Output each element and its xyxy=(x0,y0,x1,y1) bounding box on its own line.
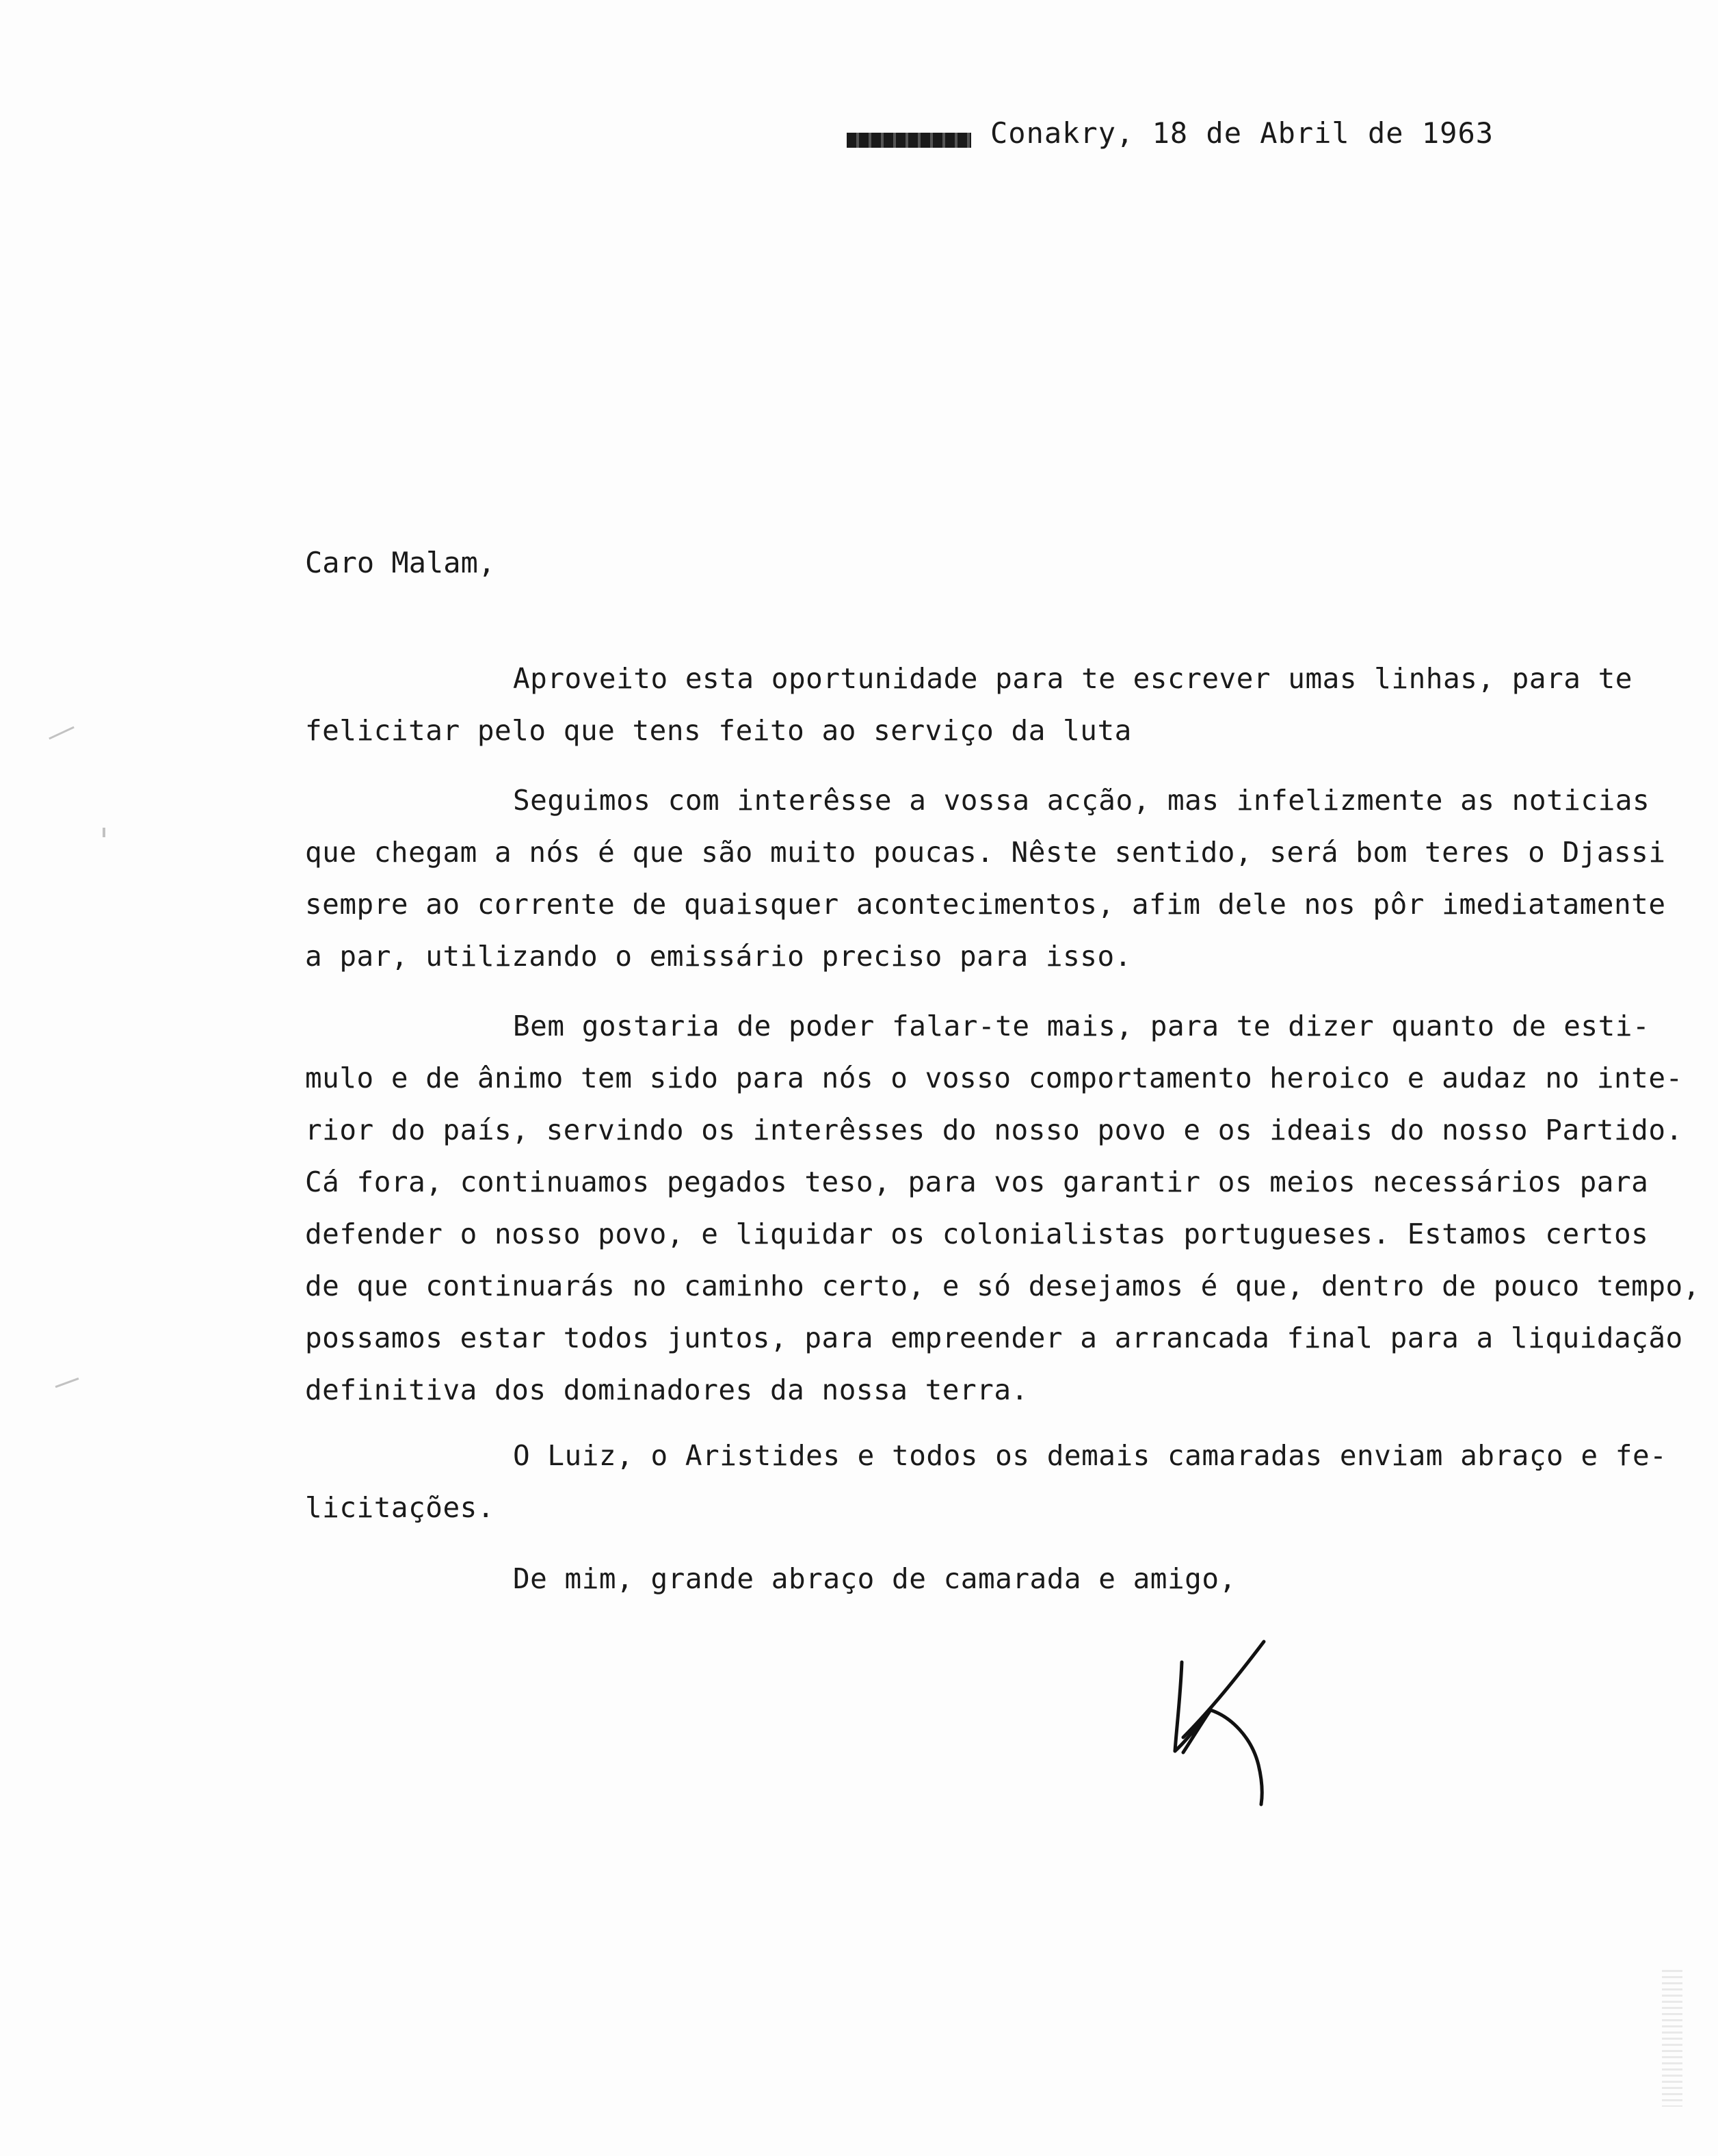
paragraph-1-line-1: Aproveito esta oportunidade para te escrever umas linhas, para te xyxy=(513,662,1633,695)
paragraph-4-line-1: O Luiz, o Aristides e todos os demais camaradas enviam abraço e fe- xyxy=(513,1439,1667,1472)
paragraph-4-line-2: licitações. xyxy=(305,1491,495,1524)
paragraph-2-line-3: sempre ao corrente de quaisquer acontecimentos, afim dele nos pôr imediatamente xyxy=(305,888,1666,921)
place-date: Conakry, 18 de Abril de 1963 xyxy=(990,116,1494,150)
paragraph-3-line-1: Bem gostaria de poder falar-te mais, para te dizer quanto de esti- xyxy=(513,1010,1650,1042)
paragraph-3-line-6: de que continuarás no caminho certo, e só desejamos é que, dentro de pouco tempo, xyxy=(305,1270,1700,1302)
paragraph-2-line-2: que chegam a nós é que são muito poucas. Nêste sentido, será bom teres o Djassi xyxy=(305,836,1666,869)
paragraph-3-line-2: mulo e de ânimo tem sido para nós o vosso comportamento heroico e audaz no inte- xyxy=(305,1062,1683,1094)
paragraph-2-line-4: a par, utilizando o emissário preciso para isso. xyxy=(305,940,1132,973)
struck-out-text xyxy=(847,133,971,148)
scan-speck xyxy=(49,726,75,740)
paragraph-3-line-5: defender o nosso povo, e liquidar os colonialistas portugueses. Estamos certos xyxy=(305,1218,1649,1250)
paragraph-1-line-2: felicitar pelo que tens feito ao serviço da luta xyxy=(305,714,1132,747)
paragraph-3-line-4: Cá fora, continuamos pegados teso, para vos garantir os meios necessários para xyxy=(305,1166,1649,1198)
scan-speck xyxy=(103,828,105,837)
scan-speck xyxy=(55,1378,79,1388)
salutation: Caro Malam, xyxy=(305,546,496,579)
paragraph-3-line-3: rior do país, servindo os interêsses do nosso povo e os ideais do nosso Partido. xyxy=(305,1114,1683,1146)
paragraph-3-line-8: definitiva dos dominadores da nossa terra. xyxy=(305,1373,1029,1406)
paragraph-2-line-1: Seguimos com interêsse a vossa acção, mas infelizmente as noticias xyxy=(513,784,1650,817)
handwritten-signature xyxy=(1163,1635,1299,1813)
scan-edge-noise xyxy=(1662,1970,1682,2107)
paragraph-3-line-7: possamos estar todos juntos, para empreender a arrancada final para a liquidação xyxy=(305,1322,1683,1354)
closing-line: De mim, grande abraço de camarada e amigo, xyxy=(513,1562,1237,1595)
